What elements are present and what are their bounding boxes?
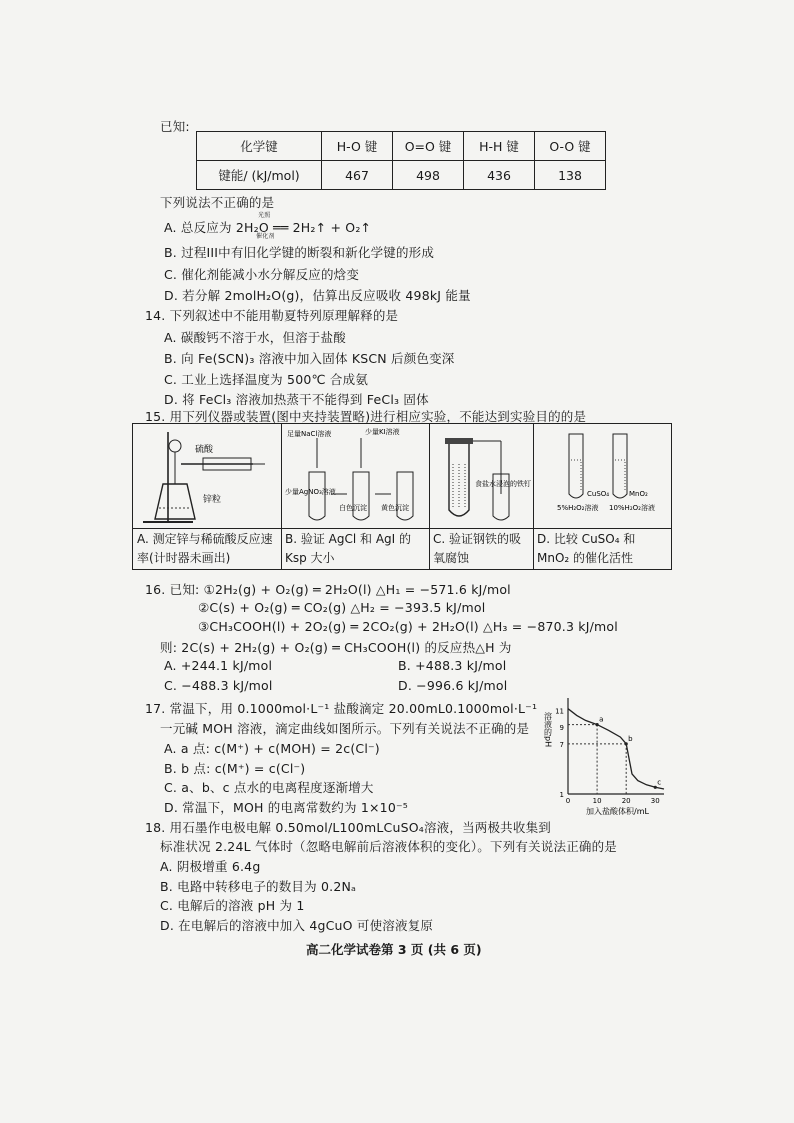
- q16-equation-3: ③CH₃COOH(l) + 2O₂(g) ═ 2CO₂(g) + 2H₂O(l) △H₃ = −870.3 kJ/mol: [198, 619, 618, 634]
- experiment-cell-b: [281, 424, 430, 569]
- point-label-c: c: [657, 778, 662, 787]
- zinc-acid-apparatus-icon: [133, 424, 281, 528]
- x-tick-label: 30: [650, 797, 660, 805]
- table-cell: 436: [464, 161, 535, 190]
- bond-energy-table: [196, 131, 606, 190]
- table-cell: 138: [535, 161, 606, 190]
- label-iron-nail: 食盐水浸泡的铁钉: [475, 480, 531, 488]
- q16-option-a: A. +244.1 kJ/mol: [164, 658, 273, 673]
- q18-option-c: C. 电解后的溶液 pH 为 1: [160, 898, 305, 913]
- table-cell: 467: [322, 161, 393, 190]
- label-agno3: 少量AgNO₃溶液: [285, 488, 336, 496]
- q17-option-d: D. 常温下，MOH 的电离常数约为 1×10⁻⁵: [164, 800, 408, 815]
- q16-stem: 16. 已知: ①2H₂(g) + O₂(g) ═ 2H₂O(l) △H₁ = −571.6 kJ/mol: [145, 582, 511, 597]
- titration-curve: [568, 709, 664, 789]
- label-zinc: 锌粒: [203, 495, 222, 505]
- q18-option-b: B. 电路中转移电子的数目为 0.2Nₐ: [160, 879, 357, 894]
- table-row: [197, 161, 606, 190]
- q17-option-b: B. b 点: c(M⁺) = c(Cl⁻): [164, 761, 306, 776]
- table-row: [197, 132, 606, 161]
- table-cell: H-O 键: [322, 132, 393, 161]
- titration-curve-chart: [540, 694, 670, 818]
- table-cell: 498: [393, 161, 464, 190]
- q14-stem: 14. 下列叙述中不能用勒夏特列原理解释的是: [145, 308, 399, 323]
- q13-option-c: C. 催化剂能减小水分解反应的焓变: [164, 267, 360, 282]
- q18-option-d: D. 在电解后的溶液中加入 4gCuO 可使溶液复原: [160, 918, 434, 933]
- q15-experiment-grid: [132, 423, 672, 570]
- q17-stem-line1: 17. 常温下，用 0.1000mol·L⁻¹ 盐酸滴定 20.00mL0.1000mol·L⁻¹: [145, 701, 538, 716]
- q16-ask: 则: 2C(s) + 2H₂(g) + O₂(g) ═ CH₃COOH(l) 的反应热△H 为: [160, 640, 512, 655]
- q18-stem-line1: 18. 用石墨作电极电解 0.50mol/L100mLCuSO₄溶液，当两极共收集到: [145, 820, 551, 835]
- steel-corrosion-apparatus-icon: [429, 424, 533, 528]
- q13-option-a: A. 总反应为 2H₂O ══ 2H₂↑ + O₂↑ 光照 催化剂: [164, 212, 372, 240]
- q14-option-d: D. 将 FeCl₃ 溶液加热蒸干不能得到 FeCl₃ 固体: [164, 392, 429, 407]
- q14-option-a: A. 碳酸钙不溶于水，但溶于盐酸: [164, 330, 346, 345]
- label-mno2: MnO₂: [629, 490, 648, 498]
- point-label-a: a: [599, 715, 604, 724]
- y-axis-label: 溶液的pH: [543, 712, 553, 748]
- label-nacl: 足量NaCl溶液: [287, 430, 332, 438]
- q13-condition-bottom: 催化剂: [256, 233, 275, 240]
- q14-option-b: B. 向 Fe(SCN)₃ 溶液中加入固体 KSCN 后颜色变深: [164, 351, 455, 366]
- experiment-cell-d: [533, 424, 671, 569]
- experiment-caption-c: C. 验证钢铁的吸氧腐蚀: [433, 532, 522, 565]
- q18-stem-line2: 标准状况 2.24L 气体时（忽略电解前后溶液体积的变化）。下列有关说法正确的是: [160, 839, 617, 854]
- q16-option-b: B. +488.3 kJ/mol: [398, 658, 507, 673]
- x-tick-label: 0: [565, 797, 571, 805]
- catalyst-comparison-tubes-icon: [533, 424, 671, 528]
- table-header-cell: 键能/ (kJ/mol): [197, 161, 322, 190]
- y-tick-label: 9: [559, 724, 564, 733]
- q17-stem-line2: 一元碱 MOH 溶液，滴定曲线如图所示。下列有关说法不正确的是: [160, 721, 530, 736]
- experiment-cell-a: [133, 424, 282, 569]
- label-white-precipitate: 白色沉淀: [339, 504, 367, 512]
- label-5pct-h2o2: 5%H₂O₂溶液: [557, 504, 599, 512]
- label-yellow-precipitate: 黄色沉淀: [381, 504, 409, 512]
- q13-stem: 下列说法不正确的是: [160, 195, 275, 210]
- label-10pct-h2o2: 10%H₂O₂溶液: [609, 504, 655, 512]
- q13-condition-top: 光照: [258, 212, 271, 219]
- x-tick-label: 20: [621, 797, 631, 805]
- q16-option-c: C. −488.3 kJ/mol: [164, 678, 273, 693]
- table-cell: O=O 键: [393, 132, 464, 161]
- label-sulfuric-acid: 硫酸: [195, 445, 214, 455]
- q13-option-b: B. 过程III中有旧化学键的断裂和新化学键的形成: [164, 245, 435, 260]
- label-ki: 少量KI溶液: [365, 428, 400, 436]
- q15-stem: 15. 用下列仪器或装置(图中夹持装置略)进行相应实验，不能达到实验目的的是: [145, 409, 587, 424]
- table-header-cell: 化学键: [197, 132, 322, 161]
- experiment-caption-a: A. 测定锌与稀硫酸反应速率(计时器未画出): [137, 532, 273, 565]
- experiment-cell-c: [429, 424, 534, 569]
- label-cuso4: CuSO₄: [587, 490, 610, 498]
- q13-option-d: D. 若分解 2molH₂O(g)，估算出反应吸收 498kJ 能量: [164, 288, 471, 303]
- agcl-agi-test-tubes-icon: [281, 424, 429, 528]
- y-tick-label: 11: [555, 707, 564, 716]
- table-cell: O-O 键: [535, 132, 606, 161]
- y-tick-label: 1: [559, 791, 564, 799]
- q16-option-d: D. −996.6 kJ/mol: [398, 678, 508, 693]
- experiment-caption-d: D. 比较 CuSO₄ 和 MnO₂ 的催化活性: [537, 532, 636, 565]
- y-tick-label: 7: [559, 740, 564, 749]
- experiment-caption-b: B. 验证 AgCl 和 AgI 的 Ksp 大小: [285, 532, 412, 565]
- q17-option-c: C. a、b、c 点水的电离程度逐渐增大: [164, 780, 374, 795]
- q14-option-c: C. 工业上选择温度为 500℃ 合成氨: [164, 372, 369, 387]
- q16-equation-2: ②C(s) + O₂(g) ═ CO₂(g) △H₂ = −393.5 kJ/mol: [198, 600, 486, 615]
- x-axis-label: 加入盐酸体积/mL: [586, 807, 649, 816]
- x-tick-label: 10: [592, 797, 602, 805]
- page-footer: 高二化学试卷第 3 页 (共 6 页): [306, 942, 482, 957]
- point-label-b: b: [628, 734, 633, 743]
- table-cell: H-H 键: [464, 132, 535, 161]
- known-label: 已知:: [160, 119, 190, 134]
- q17-option-a: A. a 点: c(M⁺) + c(MOH) = 2c(Cl⁻): [164, 741, 380, 756]
- q18-option-a: A. 阴极增重 6.4g: [160, 859, 261, 874]
